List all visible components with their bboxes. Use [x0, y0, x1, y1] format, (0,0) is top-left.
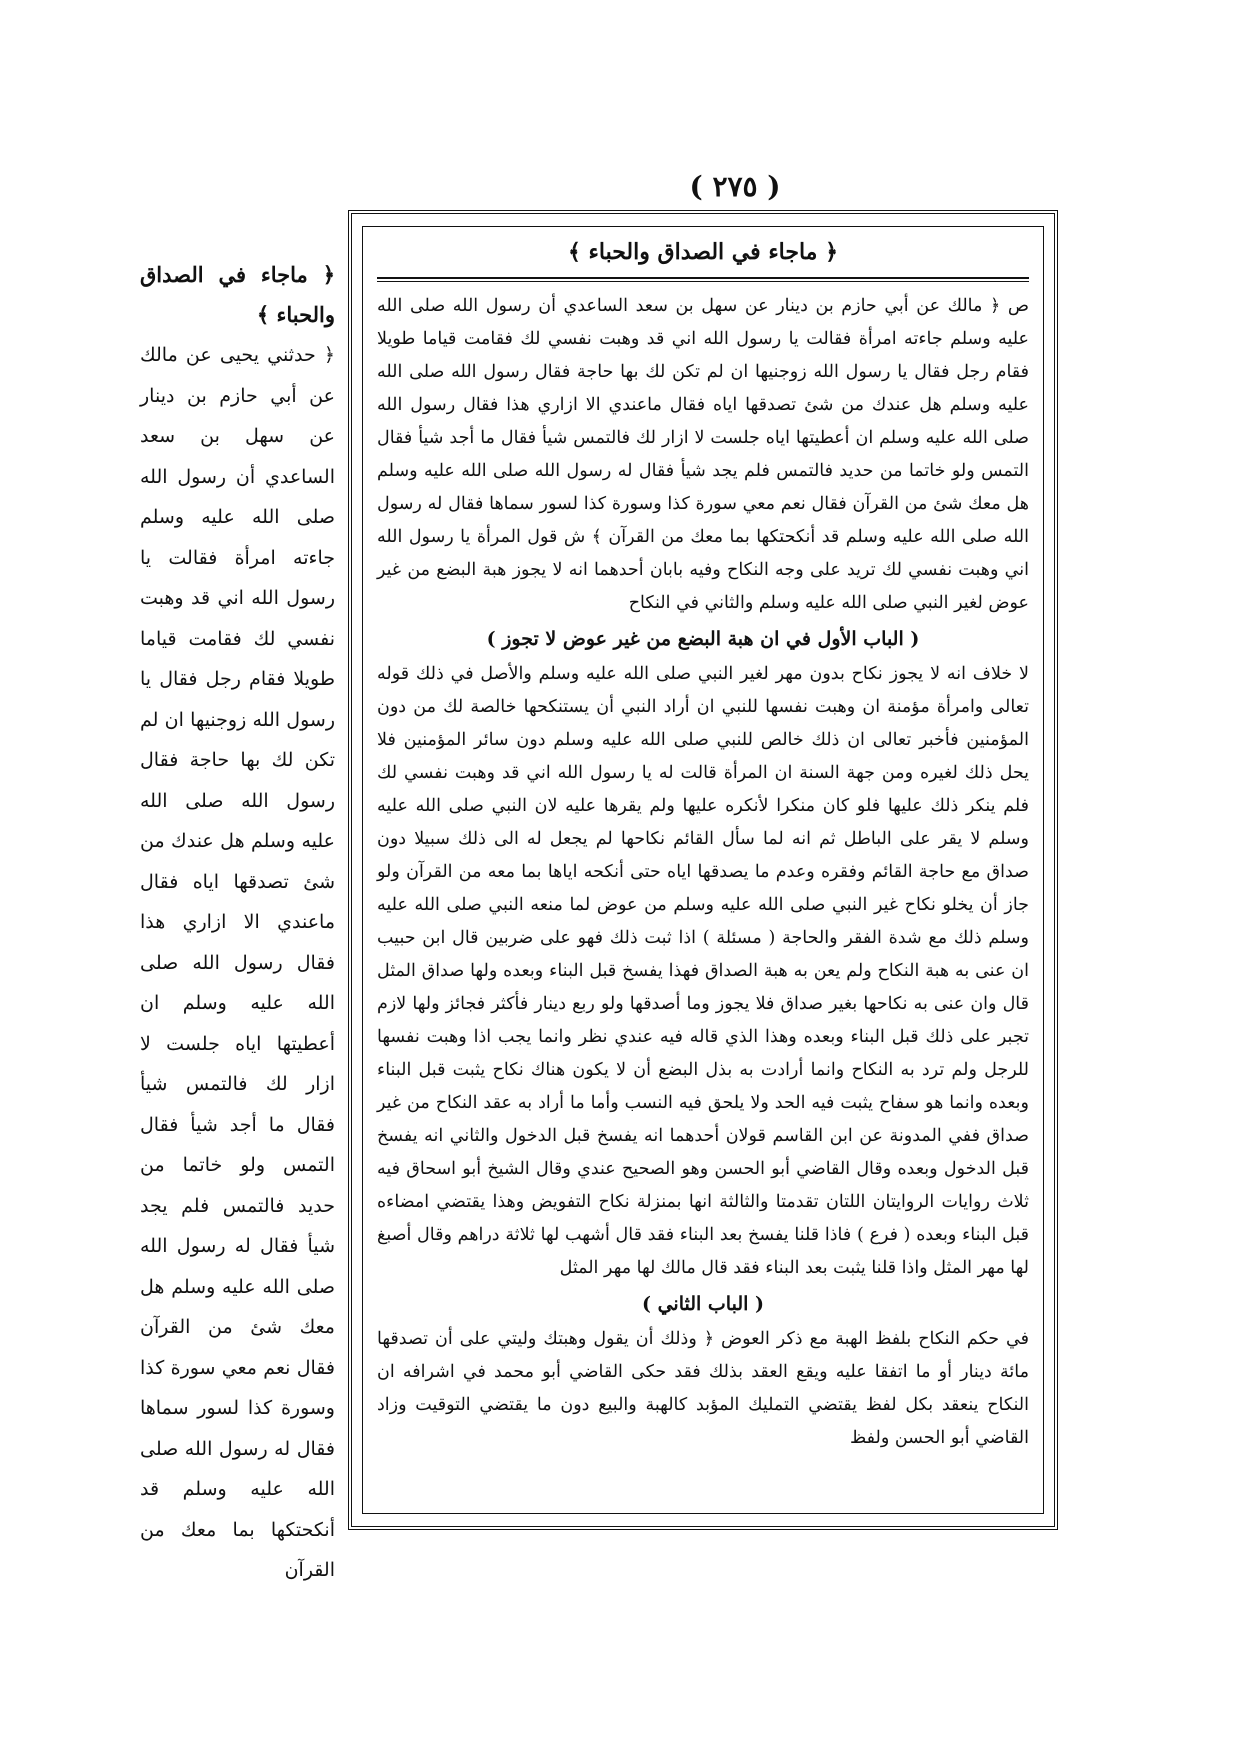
commentary-paragraph-2: لا خلاف انه لا يجوز نكاح بدون مهر لغير النبي صلى الله عليه وسلم والأصل في ذلك قوله تعالى وامرأة مؤمنة ان وهبت نفسها للنبي ان أراد النبي أن يستنكحها خالصة لك من دون المؤمنين فأخبر تعالى ان ذلك خالص للنبي صلى الله عليه وسلم دون سائر المؤمنين فلا يحل ذلك لغيره ومن جهة السنة ان المرأة قالت له يا رسول الله اني قد وهبت نفسي لك فلم ينكر ذلك عليها فلو كان منكرا لأنكره عليها ولم يقرها عليه لان النبي صلى الله عليه وسلم لا يقر على الباطل ثم انه لما سأل القائم نكاحها لم يجعل له الى ذلك سبيلا دون صداق مع حاجة القائم وفقره وعدم ما يصدقها اياه حتى أنكحه اياها بما معه من القرآن ولو جاز أن يخلو نكاح غير النبي صلى الله عليه وسلم من عوض لما منعه النبي صلى الله عليه وسلم ذلك مع شدة الفقر والحاجة ( مسئلة ) اذا ثبت ذلك فهو على ضربين قال ابن حبيب ان عنى به هبة النكاح ولم يعن به هبة الصداق فهذا يفسخ قبل البناء وبعده ولها صداق المثل قال وان عنى به نكاحها بغير صداق فلا يجوز وما أصدقها ولو ربع دينار فأكثر فجائز ولها لازم تجبر على ذلك قبل البناء وبعده وهذا الذي قاله فيه عندي نظر وانما يجب اذا وهبت نفسها للرجل ولم ترد به النكاح وانما أرادت به بذل البضع أن لا يكون هناك نكاح يثبت قبل البناء وبعده وانما هو سفاح يثبت فيه الحد ولا يلحق فيه النسب وأما ما أراد به عقد النكاح من غير صداق ففي المدونة عن ابن القاسم قولان أحدهما انه يفسخ قبل الدخول والثاني انه يفسخ قبل الدخول وبعده وقال القاضي أبو الحسن وهو الصحيح عندي وقال الشيخ أبو اسحاق فيه ثلاث روايات الروايتان اللتان تقدمتا والثالثة انها بمنزلة نكاح التفويض وهذا يقتضي امضاءه قبل البناء وبعده ( فرع ) فاذا قلنا يفسخ بعد البناء فقد قال أشهب لها ثلاثة دراهم وقال أصبغ لها مهر المثل واذا قلنا يثبت بعد البناء فقد قال مالك لها مهر المثل	[377, 664, 1029, 1278]
chapter-title: ﴿ ماجاء في الصداق والحباء ﴾	[567, 239, 838, 265]
title-divider	[377, 277, 1029, 282]
main-text-body	[362, 226, 1044, 1514]
margin-hadith-text: ﴿ حدثني يحيى عن مالك عن أبي حازم بن دينار عن سهل بن سعد الساعدي أن رسول الله صلى الله عليه وسلم جاءته امرأة فقالت يا رسول الله اني قد وهبت نفسي لك فقامت قياما طويلا فقام رجل فقال يا رسول الله زوجنيها ان لم تكن لك بها حاجة فقال رسول الله صلى الله عليه وسلم هل عندك من شئ تصدقها اياه فقال ماعندي الا ازاري هذا فقال رسول الله صلى الله عليه وسلم ان أعطيتها اياه جلست لا ازار لك فالتمس شيأ فقال ما أجد شيأ فقال التمس ولو خاتما من حديد فالتمس فلم يجد شيأ فقال له رسول الله صلى الله عليه وسلم هل معك شئ من القرآن فقال نعم معي سورة كذا وسورة كذا لسور سماها فقال له رسول الله صلى الله عليه وسلم قد أنكحتكها بما معك من القرآن	[140, 344, 335, 1581]
main-text-frame	[348, 210, 1058, 1530]
section-heading-2: ( الباب الثاني )	[641, 1293, 764, 1315]
page-number: ( ٢٧٥ )	[689, 170, 781, 203]
commentary-paragraph-3: في حكم النكاح بلفظ الهبة مع ذكر العوض ﴿ وذلك أن يقول وهبتك وليتي على أن تصدقها مائة دينار أو ما اتفقا عليه ويقع العقد بذلك فقد حكى القاضي أبو محمد في اشرافه ان النكاح ينعقد بكل لفظ يقتضي التمليك المؤبد كالهبة والبيع دون ما يقتضي التوقيت وزاد القاضي أبو الحسن ولفظ	[377, 1329, 1029, 1448]
commentary-paragraph-1: ص ﴿ مالك عن أبي حازم بن دينار عن سهل بن سعد الساعدي أن رسول الله صلى الله عليه وسلم جاءته امرأة فقالت يا رسول الله اني قد وهبت نفسي لك فقامت قياما طويلا فقام رجل فقال يا رسول الله زوجنيها ان لم تكن لك بها حاجة فقال رسول الله صلى الله عليه وسلم هل عندك من شئ تصدقها اياه فقال ماعندي الا ازاري هذا فقال رسول الله صلى الله عليه وسلم ان أعطيتها اياه جلست لا ازار لك فالتمس شيأ فقال ما أجد شيأ فقال التمس ولو خاتما من حديد فالتمس فلم يجد شيأ فقال له رسول الله صلى الله عليه وسلم هل معك شئ من القرآن فقال نعم معي سورة كذا وسورة كذا لسور سماها فقال له رسول الله صلى الله عليه وسلم قد أنكحتكها بما معك من القرآن ﴾ ش قول المرأة يا رسول الله اني وهبت نفسي لك تريد على وجه النكاح وفيه بابان أحدهما انه لا يجوز هبة البضع من غير عوض لغير النبي صلى الله عليه وسلم والثاني في النكاح	[377, 296, 1029, 613]
margin-title: ﴿ ماجاء في الصداق والحباء ﴾	[140, 262, 335, 327]
section-heading-1: ( الباب الأول في ان هبة البضع من غير عوض لا تجوز )	[486, 628, 920, 650]
margin-column	[140, 255, 335, 1591]
